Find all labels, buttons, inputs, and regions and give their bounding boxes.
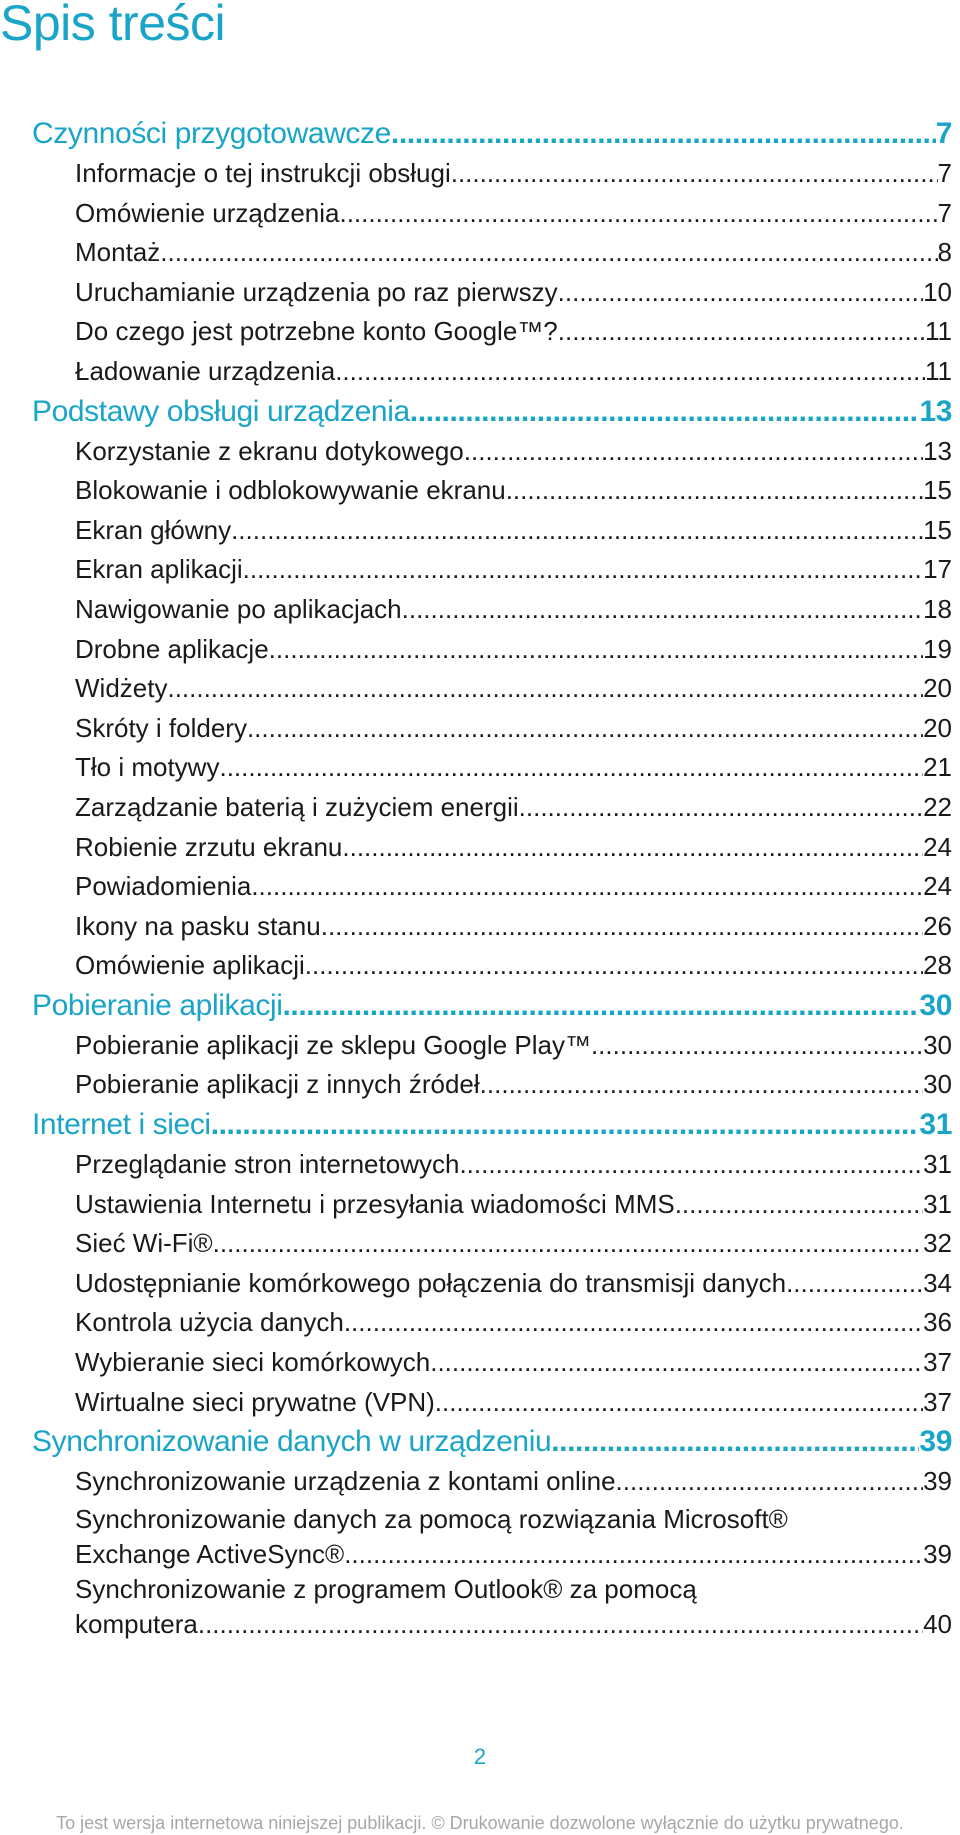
dot-leader (519, 788, 923, 828)
toc-item[interactable] (32, 1383, 952, 1423)
toc-item-title: Skróty i foldery (75, 712, 247, 743)
toc-item-title: Exchange ActiveSync® (75, 1538, 345, 1569)
toc-page-number: 21 (923, 752, 952, 783)
toc-item-title: Widżety (75, 673, 168, 704)
toc-chapter-title: Internet i sieci (32, 1108, 211, 1142)
toc-item[interactable] (32, 630, 952, 670)
toc-section (32, 1105, 952, 1422)
dot-leader (402, 590, 923, 630)
toc-page-number: 8 (937, 237, 952, 268)
page-title: Spis treści (0, 0, 226, 51)
toc-page-number: 39 (923, 1466, 952, 1497)
dot-leader (616, 1462, 924, 1502)
dot-leader (231, 511, 923, 551)
toc-page-number: 15 (923, 514, 952, 545)
toc-page-number: 7 (935, 117, 952, 150)
toc-item[interactable] (32, 1303, 952, 1343)
dot-leader (430, 1343, 923, 1383)
toc-item-title: Ustawienia Internetu i przesyłania wiadomości MMS (75, 1188, 675, 1219)
toc-page-number: 11 (925, 355, 952, 386)
toc-page-number: 39 (923, 1538, 952, 1569)
toc-item-title: Kontrola użycia danych (75, 1307, 344, 1338)
toc-item-title: Korzystanie z ekranu dotykowego (75, 435, 464, 466)
toc-page-number: 26 (923, 910, 952, 941)
dot-leader (480, 1065, 923, 1105)
toc-item[interactable] (32, 312, 952, 352)
toc-chapter-entry[interactable] (32, 114, 952, 154)
toc-item[interactable] (32, 1185, 952, 1225)
toc-item-title: Zarządzanie baterią i zużyciem energii (75, 791, 519, 822)
toc-item[interactable] (32, 867, 952, 907)
toc-item[interactable] (32, 1026, 952, 1066)
toc-chapter-title: Podstawy obsługi urządzenia (32, 394, 410, 428)
toc-item-title: Synchronizowanie urządzenia z kontami online (75, 1466, 616, 1497)
toc-item[interactable] (32, 1572, 952, 1642)
toc-item[interactable] (32, 154, 952, 194)
toc-item-title: Powiadomienia (75, 871, 252, 902)
toc-item[interactable] (32, 669, 952, 709)
toc-page-number: 24 (923, 871, 952, 902)
dot-leader (591, 1026, 923, 1066)
dot-leader (435, 1383, 923, 1423)
toc-item-title: Omówienie urządzenia (75, 197, 340, 228)
toc-item[interactable] (32, 788, 952, 828)
toc-item[interactable] (32, 233, 952, 273)
toc-page-number: 13 (923, 435, 952, 466)
toc-page-number: 37 (923, 1386, 952, 1417)
toc-item[interactable] (32, 1264, 952, 1304)
toc-item[interactable] (32, 1065, 952, 1105)
toc-page-number: 31 (923, 1188, 952, 1219)
toc-page-number: 39 (919, 1425, 952, 1459)
dot-leader (283, 986, 920, 1026)
toc-chapter-title: Pobieranie aplikacji (32, 988, 283, 1022)
toc-page-number: 17 (923, 554, 952, 585)
dot-leader (335, 352, 925, 392)
toc-page-number: 36 (923, 1307, 952, 1338)
toc-chapter-title: Synchronizowanie danych w urządzeniu (32, 1425, 552, 1459)
toc-item[interactable] (32, 511, 952, 551)
toc-page-number: 7 (937, 197, 952, 228)
toc-page-number: 20 (923, 673, 952, 704)
toc-item-title: Wybieranie sieci komórkowych (75, 1347, 431, 1378)
toc-page-number: 37 (923, 1347, 952, 1378)
toc-item-title: Do czego jest potrzebne konto Google™? (75, 316, 558, 347)
dot-leader (251, 867, 923, 907)
toc-item[interactable] (32, 1462, 952, 1502)
toc-page-number: 10 (923, 276, 952, 307)
toc-page-number: 11 (925, 316, 952, 347)
toc-page-number: 15 (923, 475, 952, 506)
dot-leader (506, 471, 923, 511)
toc-item-title: Pobieranie aplikacji ze sklepu Google Play™ (75, 1029, 591, 1060)
table-of-contents (32, 114, 952, 1642)
dot-leader (269, 630, 923, 670)
dot-leader (219, 748, 923, 788)
dot-leader (247, 709, 923, 749)
dot-leader (321, 907, 923, 947)
toc-item-continuation (75, 1607, 952, 1642)
toc-item-title: Omówienie aplikacji (75, 950, 305, 981)
dot-leader (339, 194, 937, 234)
dot-leader (211, 1105, 920, 1145)
toc-page-number: 7 (937, 158, 952, 188)
toc-item-title: Ekran aplikacji (75, 554, 243, 585)
dot-leader (344, 1303, 923, 1343)
toc-page-number: 32 (923, 1228, 952, 1259)
toc-section (32, 114, 952, 392)
dot-leader (160, 233, 937, 273)
toc-item[interactable] (32, 352, 952, 392)
toc-section (32, 986, 952, 1105)
toc-item-title: komputera (75, 1608, 198, 1639)
toc-page-number: 30 (923, 1029, 952, 1060)
toc-item-title: Montaż (75, 237, 161, 268)
toc-item[interactable] (32, 1224, 952, 1264)
dot-leader (786, 1264, 923, 1304)
toc-item[interactable] (32, 471, 952, 511)
toc-item-title: Pobieranie aplikacji z innych źródeł (75, 1069, 480, 1100)
toc-section (32, 392, 952, 986)
dot-leader (451, 154, 938, 194)
toc-item[interactable] (32, 550, 952, 590)
toc-chapter-entry[interactable] (32, 986, 952, 1026)
toc-item-title: Ikony na pasku stanu (75, 910, 321, 941)
toc-page-number: 13 (919, 394, 952, 428)
toc-item-title: Tło i motywy (75, 752, 220, 783)
toc-item[interactable] (32, 432, 952, 472)
page-number: 2 (473, 1744, 487, 1769)
dot-leader (410, 392, 920, 432)
toc-item-title: Ekran główny (75, 514, 232, 545)
toc-item-title: Synchronizowanie danych za pomocą rozwiązania Microsoft® (75, 1503, 788, 1534)
toc-page-number: 40 (923, 1608, 952, 1639)
toc-item[interactable] (32, 1502, 952, 1572)
toc-item-title: Ładowanie urządzenia (75, 355, 336, 386)
toc-item-continuation (75, 1537, 952, 1572)
toc-chapter-title: Czynności przygotowawcze (32, 117, 391, 150)
toc-page-number: 22 (923, 791, 952, 822)
toc-item[interactable] (32, 590, 952, 630)
toc-section (32, 1422, 952, 1642)
dot-leader (198, 1607, 923, 1642)
toc-item-title: Blokowanie i odblokowywanie ekranu (75, 475, 506, 506)
dot-leader (344, 1537, 923, 1572)
toc-item[interactable] (32, 194, 952, 234)
toc-page-number: 31 (919, 1108, 952, 1142)
toc-page-number: 34 (923, 1267, 952, 1298)
toc-page-number: 30 (923, 1069, 952, 1100)
toc-item-title: Informacje o tej instrukcji obsługi (75, 158, 451, 188)
toc-item-title: Drobne aplikacje (75, 633, 269, 664)
toc-item-title: Nawigowanie po aplikacjach (75, 593, 402, 624)
dot-leader (558, 273, 923, 313)
toc-item[interactable] (32, 273, 952, 313)
toc-item-title: Przeglądanie stron internetowych (75, 1149, 460, 1180)
footer-note: To jest wersja internetowa niniejszej publikacji. © Drukowanie dozwolone wyłącznie do użytku prywatnego. (56, 1813, 904, 1833)
dot-leader (305, 946, 923, 986)
dot-leader (675, 1185, 923, 1225)
toc-page-number: 18 (923, 593, 952, 624)
toc-item-title: Robienie zrzutu ekranu (75, 831, 343, 862)
toc-page-number: 19 (923, 633, 952, 664)
toc-item[interactable] (32, 1145, 952, 1185)
toc-item-title: Uruchamianie urządzenia po raz pierwszy (75, 276, 558, 307)
toc-page-number: 30 (919, 988, 952, 1022)
dot-leader (464, 432, 923, 472)
toc-item[interactable] (32, 709, 952, 749)
toc-page-number: 24 (923, 831, 952, 862)
dot-leader (213, 1224, 923, 1264)
toc-chapter-entry[interactable] (32, 1105, 952, 1145)
dot-leader (167, 669, 923, 709)
toc-page-number: 20 (923, 712, 952, 743)
toc-item-title: Wirtualne sieci prywatne (VPN) (75, 1386, 435, 1417)
toc-item[interactable] (32, 1343, 952, 1383)
dot-leader (459, 1145, 923, 1185)
toc-item[interactable] (32, 828, 952, 868)
toc-item-title: Synchronizowanie z programem Outlook® za pomocą (75, 1573, 697, 1604)
dot-leader (243, 550, 923, 590)
toc-item-title: Sieć Wi-Fi® (75, 1228, 213, 1259)
dot-leader (391, 114, 936, 154)
dot-leader (558, 312, 925, 352)
toc-page-number: 31 (923, 1149, 952, 1180)
toc-page-number: 28 (923, 950, 952, 981)
toc-chapter-entry[interactable] (32, 1422, 952, 1462)
toc-chapter-entry[interactable] (32, 392, 952, 432)
dot-leader (551, 1422, 919, 1462)
toc-item[interactable] (32, 907, 952, 947)
toc-item[interactable] (32, 748, 952, 788)
toc-item-title: Udostępnianie komórkowego połączenia do transmisji danych (75, 1267, 787, 1298)
toc-item[interactable] (32, 946, 952, 986)
dot-leader (342, 828, 923, 868)
